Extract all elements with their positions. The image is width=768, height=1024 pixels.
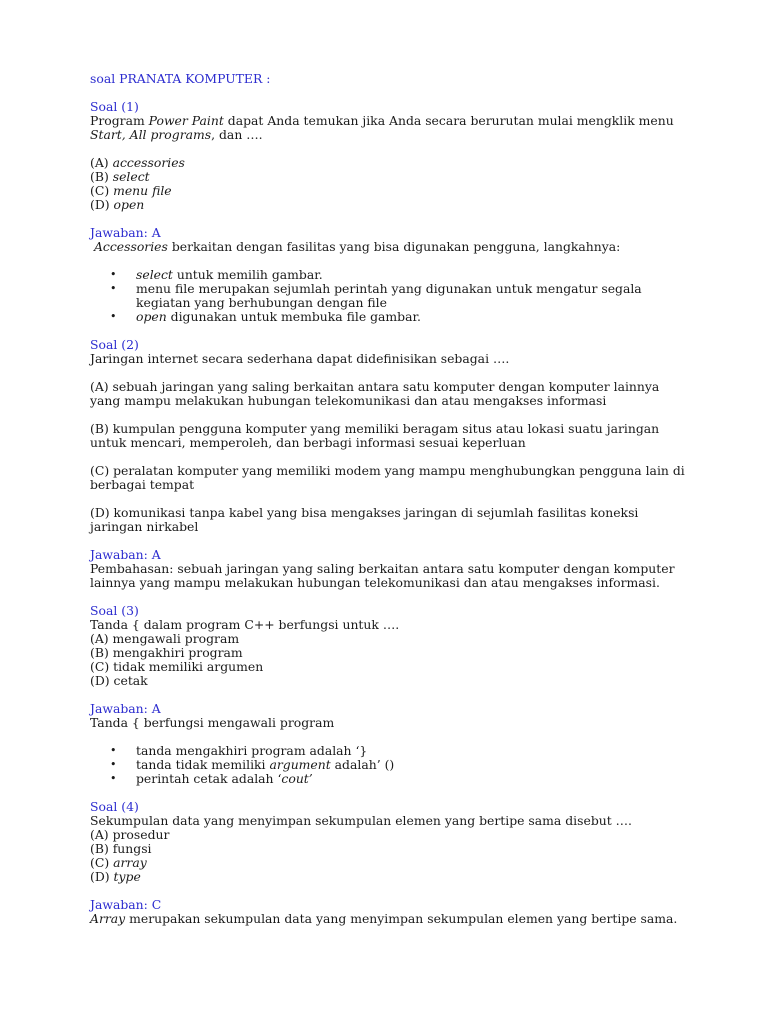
- question-label: Soal (1): [90, 99, 139, 114]
- explanation: Array merupakan sekumpulan data yang menyimpan sekumpulan elemen yang bertipe sama.: [90, 911, 678, 926]
- question-label: Soal (3): [90, 603, 139, 618]
- question-4: [90, 800, 690, 926]
- option-b: (B) select: [90, 169, 150, 184]
- explanation-list: [90, 268, 690, 324]
- question-label: Soal (4): [90, 799, 139, 814]
- question-2: [90, 338, 690, 590]
- option-c: (C) array: [90, 855, 147, 870]
- option-d: (D) komunikasi tanpa kabel yang bisa mengakses jaringan di sejumlah fasilitas koneksi jaringan nirkabel: [90, 505, 639, 534]
- answer-label: Jawaban: A: [90, 547, 161, 562]
- option-d: (D) type: [90, 869, 141, 884]
- explanation: Pembahasan: sebuah jaringan yang saling berkaitan antara satu komputer dengan komputer lainnya yang mampu melakukan hubungan telekomunikasi dan atau mengakses informasi.: [90, 561, 675, 590]
- list-item: • menu file merupakan sejumlah perintah yang digunakan untuk mengatur segala kegiatan yang berhubungan dengan file: [110, 282, 690, 310]
- question-stem: Sekumpulan data yang menyimpan sekumpulan elemen yang bertipe sama disebut ….: [90, 813, 632, 828]
- explanation: Tanda { berfungsi mengawali program: [90, 715, 335, 730]
- question-stem: Tanda { dalam program C++ berfungsi untuk ….: [90, 617, 400, 632]
- answer-label: Jawaban: A: [90, 225, 161, 240]
- option-d: (D) open: [90, 197, 145, 212]
- list-item: • select untuk memilih gambar.: [110, 268, 690, 282]
- question-label: Soal (2): [90, 337, 139, 352]
- option-c: (C) tidak memiliki argumen: [90, 659, 264, 674]
- question-1: [90, 100, 690, 324]
- document-title: soal PRANATA KOMPUTER :: [90, 71, 271, 86]
- option-b: (B) fungsi: [90, 841, 152, 856]
- list-item: • open digunakan untuk membuka file gambar.: [110, 310, 690, 324]
- explanation: Accessories berkaitan dengan fasilitas yang bisa digunakan pengguna, langkahnya:: [93, 239, 621, 254]
- question-stem: Program Power Paint dapat Anda temukan jika Anda secara berurutan mulai mengklik menu Start, All programs, dan ….: [90, 113, 674, 142]
- list-item: • tanda mengakhiri program adalah ‘}: [110, 744, 690, 758]
- answer-label: Jawaban: A: [90, 701, 161, 716]
- option-a: (A) sebuah jaringan yang saling berkaitan antara satu komputer dengan komputer lainnya yang mampu melakukan hubungan telekomunikasi dan atau mengakses informasi: [90, 379, 660, 408]
- option-b: (B) mengakhiri program: [90, 645, 243, 660]
- option-c: (C) peralatan komputer yang memiliki modem yang mampu menghubungkan pengguna lain di berbagai tempat: [90, 463, 685, 492]
- option-a: (A) accessories: [90, 155, 185, 170]
- list-item: • perintah cetak adalah ‘cout’: [110, 772, 690, 786]
- answer-label: Jawaban: C: [90, 897, 162, 912]
- option-a: (A) prosedur: [90, 827, 170, 842]
- explanation-list: [90, 744, 690, 786]
- list-item: • tanda tidak memiliki argument adalah’ (): [110, 758, 690, 772]
- option-b: (B) kumpulan pengguna komputer yang memiliki beragam situs atau lokasi suatu jaringan untuk mencari, memperoleh, dan berbagi informasi sesuai keperluan: [90, 421, 660, 450]
- question-stem: Jaringan internet secara sederhana dapat didefinisikan sebagai ….: [90, 351, 510, 366]
- question-3: [90, 604, 690, 786]
- option-c: (C) menu file: [90, 183, 172, 198]
- option-d: (D) cetak: [90, 673, 148, 688]
- document: [90, 72, 690, 926]
- option-a: (A) mengawali program: [90, 631, 240, 646]
